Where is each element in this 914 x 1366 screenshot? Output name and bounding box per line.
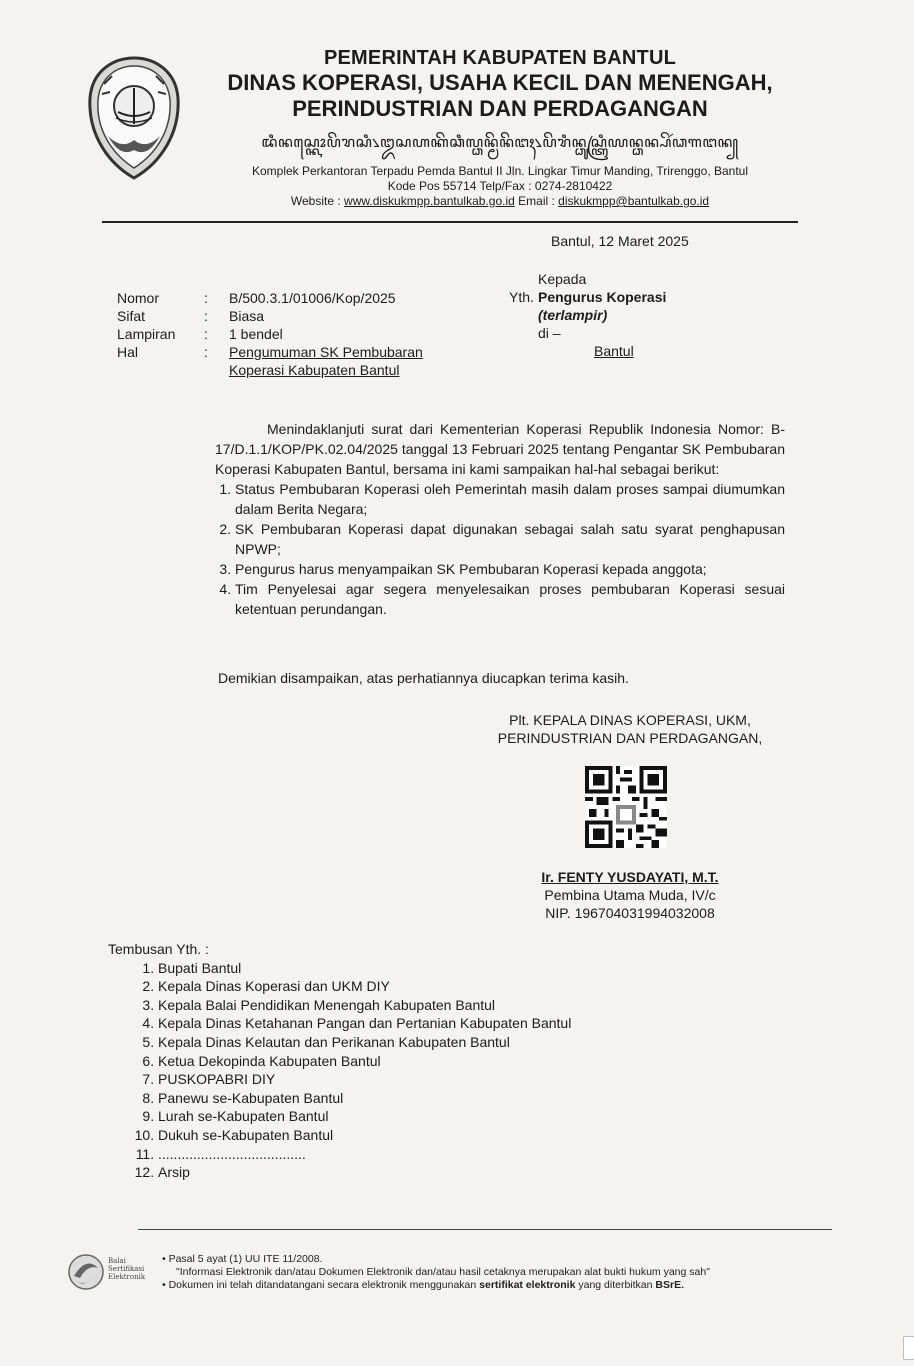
address-line1: Komplek Perkantoran Terpadu Pemda Bantul II Jln. Lingkar Timur Manding, Trirenggo, Bantul <box>251 164 749 178</box>
cc-item: 2. Kepala Dinas Koperasi dan UKM DIY <box>158 977 571 996</box>
closing-sentence: Demikian disampaikan, atas perhatiannya diucapkan terima kasih. <box>218 670 629 686</box>
body-points <box>215 479 785 619</box>
email-link[interactable]: diskukmpp@bantulkab.go.id <box>558 194 710 208</box>
cc-item: 11. ...................................... <box>158 1145 571 1164</box>
yth-text: Yth. <box>509 289 534 305</box>
cc-item: 4. Kepala Dinas Ketahanan Pangan dan Pertanian Kabupaten Bantul <box>158 1014 571 1033</box>
addressee-di-row <box>509 324 666 342</box>
page-corner-marker <box>903 1336 914 1360</box>
addressee-place: Bantul <box>594 343 634 359</box>
signer-rank: Pembina Utama Muda, IV/c <box>544 887 716 903</box>
footer-signed-org: BSrE. <box>655 1279 684 1291</box>
footer-signed-mid: yang diterbitkan <box>575 1279 656 1291</box>
addressee-place-row <box>509 342 666 360</box>
cc-item: 5. Kepala Dinas Kelautan dan Perikanan Kabupaten Bantul <box>158 1033 571 1052</box>
contact-line <box>200 194 800 209</box>
cc-item: 10. Dukuh se-Kabupaten Bantul <box>158 1126 571 1145</box>
signatory-title-line2: PERINDUSTRIAN DAN PERDAGANGAN, <box>497 730 763 746</box>
body-point: 1. Status Pembubaran Koperasi oleh Pemerintah masih dalam proses sampai diumumkan dalam Berita Negara; <box>235 479 785 519</box>
cc-item: 1. Bupati Bantul <box>158 959 571 978</box>
signatory-title-line1: Plt. KEPALA DINAS KOPERASI, UKM, <box>509 712 751 728</box>
cc-item: 6. Ketua Dekopinda Kabupaten Bantul <box>158 1052 571 1071</box>
body-point: 4. Tim Penyelesai agar segera menyelesaikan proses pembubaran Koperasi sesuai ketentuan perundangan. <box>235 579 785 619</box>
colon: : <box>204 344 208 360</box>
address-line2: Kode Pos 55714 Telp/Fax : 0274-2810422 <box>387 179 613 193</box>
meta-row-hal <box>117 343 489 379</box>
lampiran-value: 1 bendel <box>229 326 283 342</box>
signer-nip: NIP. 196704031994032008 <box>545 905 715 921</box>
addressee-di: di – <box>538 325 561 341</box>
addressee-name: Pengurus Koperasi <box>538 289 667 305</box>
email-label: Email : <box>518 194 555 208</box>
meta-row-lampiran <box>117 325 489 343</box>
footer-quote: "Informasi Elektronik dan/atau Dokumen Elektronik dan/atau hasil cetaknya merupakan alat bukti hukum yang sah" <box>176 1266 710 1278</box>
bsre-logo-icon <box>66 1252 106 1292</box>
body-point: 2. SK Pembubaran Koperasi dapat digunakan sebagai salah satu syarat penghapusan NPWP; <box>235 519 785 559</box>
website-link[interactable]: www.diskukmpp.bantulkab.go.id <box>344 194 515 208</box>
cc-item: 8. Panewu se-Kabupaten Bantul <box>158 1089 571 1108</box>
footer-signed-note <box>162 1279 710 1292</box>
hal-label: Hal <box>117 344 139 360</box>
colon: : <box>204 326 208 342</box>
sifat-value: Biasa <box>229 308 265 324</box>
hal-value-line1: Pengumuman SK Pembubaran <box>229 344 423 360</box>
carbon-copy-block <box>108 940 571 1182</box>
javanese-script-line: ꦢꦶꦤꦱ꧀ꦏꦺꦴꦥꦼꦫꦱꦶ꧈ꦈꦱꦲꦏꦼꦕꦶꦭ꧀ꦣꦤ꧀ꦩꦼꦤꦼꦔꦃ꧈ꦥꦼꦫꦶꦤ꧀ꦣꦸꦱ꧀ꦠꦿꦶꦪꦤ꧀ꦣꦤ꧀ꦥꦼꦂꦣꦒꦔꦤ꧀ <box>261 133 739 151</box>
nomor-value: B/500.3.1/01006/Kop/2025 <box>229 290 396 306</box>
bantul-regency-emblem <box>86 54 182 182</box>
hal-value-line2: Koperasi Kabupaten Bantul <box>229 362 400 378</box>
footer-law: • Pasal 5 ayat (1) UU ITE 11/2008. <box>162 1253 323 1265</box>
colon: : <box>204 290 208 306</box>
letter-metadata <box>117 289 489 379</box>
colon: : <box>204 308 208 324</box>
meta-row-sifat <box>117 307 489 325</box>
agency-name-line1: DINAS KOPERASI, USAHA KECIL DAN MENENGAH, <box>227 70 773 95</box>
letterhead-divider <box>102 221 798 223</box>
nomor-label: Nomor <box>117 290 160 306</box>
agency-address <box>200 164 800 209</box>
lampiran-label: Lampiran <box>117 326 176 342</box>
hal-value <box>229 343 489 379</box>
body-paragraph: Menindaklanjuti surat dari Kementerian Koperasi Republik Indonesia Nomor: B-17/D.1.1/KOP/PK.02.04/2025 tanggal 13 Februari 2025 tentang Pengantar SK Pembubaran Koperasi Kabupaten Bantul, bersama ini kami sampaikan hal-hal sebagai berikut: <box>215 421 785 477</box>
sifat-label: Sifat <box>117 308 146 324</box>
footer-signed-prefix: • Dokumen ini telah ditandatangani secara elektronik menggunakan <box>162 1279 480 1291</box>
bsre-line1: Balai <box>108 1257 126 1265</box>
body-point: 3. Pengurus harus menyampaikan SK Pembubaran Koperasi kepada anggota; <box>235 559 785 579</box>
addressee-name-row <box>509 288 666 306</box>
cc-item: 3. Kepala Balai Pendidikan Menengah Kabupaten Bantul <box>158 996 571 1015</box>
footer-signed-bold: sertifikat elektronik <box>479 1279 576 1291</box>
cc-list <box>108 959 571 1182</box>
meta-row-nomor <box>117 289 489 307</box>
signer-name: Ir. FENTY YUSDAYATI, M.T. <box>541 869 719 885</box>
signer-block <box>480 868 780 922</box>
letterhead <box>200 46 800 209</box>
letter-body <box>215 419 785 619</box>
footer-divider <box>138 1229 832 1230</box>
cc-item: 7. PUSKOPABRI DIY <box>158 1070 571 1089</box>
government-name: PEMERINTAH KABUPATEN BANTUL <box>323 47 677 69</box>
letter-date: Bantul, 12 Maret 2025 <box>551 233 689 249</box>
cc-item: 9. Lurah se-Kabupaten Bantul <box>158 1107 571 1126</box>
addressee-block <box>509 270 666 360</box>
signature-qr-code <box>585 766 667 848</box>
kepada-text: Kepada <box>538 271 587 287</box>
cc-item: 12. Arsip <box>158 1163 571 1182</box>
bsre-line3: Elektronik <box>108 1273 146 1281</box>
addressee-attached: (terlampir) <box>538 307 608 323</box>
agency-name-line2: PERINDUSTRIAN DAN PERDAGANGAN <box>292 96 708 121</box>
bsre-name <box>108 1257 145 1281</box>
signatory-title <box>450 711 810 747</box>
cc-heading: Tembusan Yth. : <box>108 941 209 957</box>
electronic-signature-note <box>162 1253 710 1292</box>
bsre-line2: Sertifikasi <box>108 1265 145 1273</box>
addressee-kepada-row <box>509 270 666 288</box>
website-label: Website : <box>290 194 341 208</box>
addressee-attached-row <box>509 306 666 324</box>
